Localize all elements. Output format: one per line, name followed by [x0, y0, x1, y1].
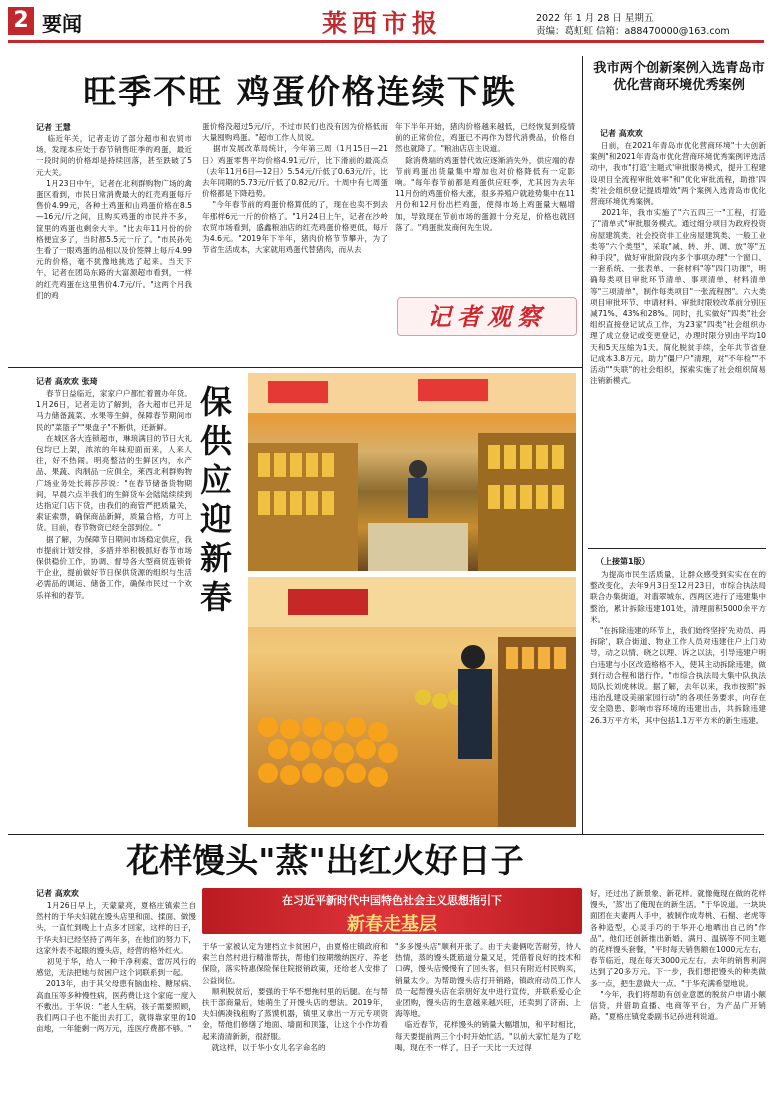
article1-col1: 临近年关，记者走访了部分超市和农贸市场，发现本应处于春节销售旺季的鸡蛋，最近一段时间的价格却是持续回落，甚至跌破了5元大关。 1月23日中午，记者在北利群购物广场的禽蛋区看到，市民日常消费最大的红壳鸡蛋每斤售价4.99元，各种土鸡蛋和山鸡蛋价格在8.5—16元/斤之间，且购买鸡蛋的市民并不多，筐里的鸡蛋也剩余大半。"比去年11月份的价格便宜多了，当时都5.5元一斤了。"市民孙先生看了一眼鸡蛋的品相以及价签牌上每斤4.99元的价格，毫不犹豫地挑选了起来。当天下午，记者在团岛东路的大富源超市看到，一样的红壳鸡蛋在这里售价4.7元/斤。"这两个月我们的鸡	[36, 134, 192, 300]
article3-byline: 记者 高欢欢 张琦	[36, 377, 98, 386]
editor-info: 责编：葛虹虹 信箱：a88470000@163.com	[536, 26, 730, 37]
newspaper-logo: 莱西市报	[322, 9, 443, 38]
column-divider	[582, 56, 583, 834]
article5-headline: 花样馒头"蒸"出红火好日子	[126, 841, 524, 880]
new-year-grassroots-banner	[202, 888, 582, 934]
supermarket-fruit-illustration	[248, 577, 576, 827]
article3-body: 春节日益临近，家家户户都忙着置办年货。1月26日，记者走访了解到，各大超市已开足马力储备蔬菜、水果等生鲜，保障春节期间市民的"菜篮子""果盘子"不断供，还新鲜。 在城区各大连锁超市，琳琅满目的节日大礼包均已上架，浓浓的年味迎面而来，人来人往，好不热闹。明亮整洁的生鲜区内，水产品、果蔬、肉制品一应俱全，莱西北利群购物广场业务处长蒋莎莎说："在春节储备货物期间，早晨六点半我们的生鲜货车会陆陆续续到达指定门店下货，由我们的商管严把质量关，索证索票，确保商品新鲜，质量合格，方可上货。目前，春节物资已经全部到位。" 据了解，为保障节日期间市场稳定供应，我市提前计划安排，多措并举积极抓好春节市场保供稳价工作，协调、督导各大型商贸连锁骨干企业，提前做好节日保供货源的组织与生活必需品的调运、储备工作，确保市民过一个欢乐祥和的春节。	[36, 389, 192, 600]
supermarket-fruit-photo	[248, 577, 576, 827]
article4-divider	[588, 548, 766, 549]
section-divider	[8, 367, 582, 368]
banner-line1: 在习近平新时代中国特色社会主义思想指引下	[282, 894, 502, 907]
issue-meta	[536, 12, 730, 38]
supermarket-grain-oil-photo	[248, 373, 576, 571]
section-title: 要闻	[42, 12, 82, 36]
article1-col3: 年下半年开始，猪肉价格越来越低，已经恢复到疫情前的正常价位，鸡蛋已不再作为替代消费品，价格自然也就降了。"粮油店店主说道。 除消费端的鸡蛋替代效应逐渐消失外，供应端的春节前鸡蛋出货量集中增加也对价格降低有一定影响。"每年春节前都是鸡蛋供应旺季，尤其因为去年11月份的鸡蛋价格大涨，很多养殖户就趁势集中在11月份和12月份出栏鸡蛋，使得市场上鸡蛋量大幅增加，导致现在节前市场的蛋源十分充足，价格也就回落了。"鸡蛋批发商何先生说。	[395, 122, 575, 232]
article2-byline: 记者 高欢欢	[600, 129, 643, 138]
article5-col4: 好，还过出了新景象、新花样。就像俺现在做的花样馒头，'蒸'出了俺现在的新生活。"于华说道。一块块面团在夫妻两人手中，被制作成寿桃、石榴、老虎等各种造型，心灵手巧的于华开心地晒出自己的"作品"。他们还创新推出新婚、满月、温锅等不同主题的花样馒头套餐，"平时每天销售额在1000元左右，春节临近，现在每天3000元左右，去年的销售利润达到了20多万元。下一步，我们想把馒头的种类做多一点，把生意做大一点。"于华充满希望地说。 "今年，我们将帮助有创业意愿的脱贫户申请小额信贷，并借助直播、电商等平台，为产品广开销路。"夏格庄镇党委副书记孙进利说道。	[590, 889, 766, 1022]
article5-col1: 1月26日早上，天蒙蒙亮，夏格庄镇索兰自然村的于华夫妇就在馒头店里和面、揉面、做馒头，一直忙到晚上十点多才回家，这样的日子，于华夫妇已经坚持了两年多，在他们的努力下，这家外表不起眼的馒头店，经营的格外红火。 初见于华，给人一种干净利索、雷厉风行的感觉，无法把她与贫困户这个词联系到一起。 2013年，由于其父母患有脑血栓、糖尿病、高血压等多种慢性病，医药费让这个家庭一度入不敷出。于华说："老人生病，孩子需要照顾，我们两口子也不能出去打工，就得靠家里的10亩地，一年能剩一两万元，连医疗费都不够。"	[36, 901, 196, 1034]
supermarket-grain-oil-illustration	[248, 373, 576, 571]
article5-byline: 记者 高欢欢	[36, 889, 79, 898]
article1-col2: 蛋价格没超过5元/斤，不过市民们也没有因为价格低而大量囤购鸡蛋。"超市工作人员说。 据市发展改革局统计，今年第三周（1月15日—21日）鸡蛋零售平均价格4.91元/斤，比下滑前的最高点（去年11月6日—12日）5.54元/斤低了0.63元/斤，比去年同期的5.73元/斤低了0.82元/斤。十周中有七周蛋价格都是下降趋势。 "今年春节前的鸡蛋价格算低的了，现在也卖不到去年那样6元一斤的价格了。"1月24日上午，记者在沙岭农贸市场看到，盛鑫粮油店的红壳鸡蛋价格更低，每斤为4.6元。"2019年下半年，猪肉价格节节攀升，为了节省生活成本，大家就用鸡蛋代替猪肉，而从去	[202, 122, 388, 255]
reporter-observation-stamp: 记者观察	[397, 297, 577, 336]
article1-byline: 记者 王慧	[36, 123, 71, 132]
banner-line2: 新春走基层	[347, 914, 437, 935]
article5-col2: 于华一家被认定为建档立卡贫困户，由夏格庄镇政府和索兰自然村进行精准帮扶，帮他们按期缴纳医疗、养老保险，落实特惠保险保住院报销政策，还给老人安排了公益岗位。 顺利脱贫后，要强的于华不想拖村里的后腿。在与帮扶干部商量后，她萌生了开馒头店的想法。2019年，夫妇俩凑钱租购了蒸馍机器，镇里又拿出一万元专项资金，帮他们修缮了地面、墙面和顶篷，让这个小作坊看起来清清新新，很舒服。 就这样，以于华小女儿名字命名的	[202, 942, 388, 1052]
article1-headline: 旺季不旺 鸡蛋价格连续下跌	[83, 72, 517, 111]
masthead-rule	[8, 40, 764, 43]
article2-body: 日前，在2021年青岛市优化营商环境"十大创新案例"和2021年青岛市优化营商环境优秀案例评选活动中，我市"打造'主题式'审批服务模式，提升工程建设项目全流程审批效率"和"优化审批流程，助推'四类'社会组织登记提质增效"两个案例入选青岛市优化营商环境优秀案例。 2021年，我市实施了"六五四三一"工程，打造了"清单式"审批服务模式。通过细分项目为政府投资房屋建筑类、社会投资非工业房屋建筑类、一般工业类等"六个类型"，采取"减、转、并、调、放"等"五种手段"，做好审批阶段内多个事项办理"一个窗口、一套系统、一张表单、一套材料"等"四门功课"，明确每类项目审批环节清单、事项清单、材料清单等"三项清单"，制作每类项目"一张流程图"。六大类项目审批环节、申请材料、审批时限较改革前分别压减71%、43%和28%。同时，扎实做好"四类"社会组织直接登记试点工作，为23家"四类"社会组织办理了成立登记或变更登记，办理时限分别由平均10天和5天压缩为1天。简化脱贫手续，全年共节省登记成本3.8万元。助力"僵尸户"清理，对"不年检""不活动""失联"的社会组织，探索实施了社会组织简易注销新模式。	[590, 141, 766, 386]
article2-headline: 我市两个创新案例入选青岛市优化营商环境优秀案例	[593, 61, 765, 93]
article4-continued-label: （上接第1版）	[596, 557, 650, 566]
page-number: 2	[8, 7, 34, 35]
article5-col3: "多多馒头店"顺利开张了。由于夫妻俩吃苦耐劳，待人热情，蒸的馒头既筋道分量又足，凭借着良好的技术和口碑，馒头店慢慢有了回头客，但只有附近村民购买，销量太少。为帮助馒头店打开销路，镇政府动员工作人员一起帮馒头店在亲朋好友中进行宣传，并联系爱心企业团购，馒头店的生意越来越兴旺，还卖到了济南、上海等地。 临近春节，花样馒头的销量大幅增加，和平时相比，每天要提前两三个小时开始忙活。"以前大家忙是为了吃喝，现在不一样了，日子一天比一天过得	[395, 942, 581, 1052]
article4-body: 为提高市民生活质量，让群众感受到实实在在的整改变化，去年9月3日至12月23日，市综合执法局联合办集街道，对翡翠城东、西两区进行了违建集中整治，累计拆除违建101处，清理面积5000余平方米。 "在拆除违建的环节上，我们始终坚持'先劝员、再拆除'，联合街道、物业工作人员对违建住户上门劝导，动之以情、晓之以理、诉之以法，引导违建户明白违建与小区改造格格不入，使其主动拆除违建，做到行动合程和谐行作。"市综合执法局大集中队执法局队长刘虎林说。据了解，去年以来，我市按照"拆违治乱建设美丽家园行动"的各项任务要求，向存在安全隐患、影响市容环境的违建出击，共拆除违建26.3万平方米，其中包括1.1万平方米的新生违建。	[590, 570, 766, 725]
article3-headline: 保供应迎新春	[199, 383, 232, 616]
issue-date: 2022 年 1 月 28 日 星期五	[536, 13, 654, 24]
